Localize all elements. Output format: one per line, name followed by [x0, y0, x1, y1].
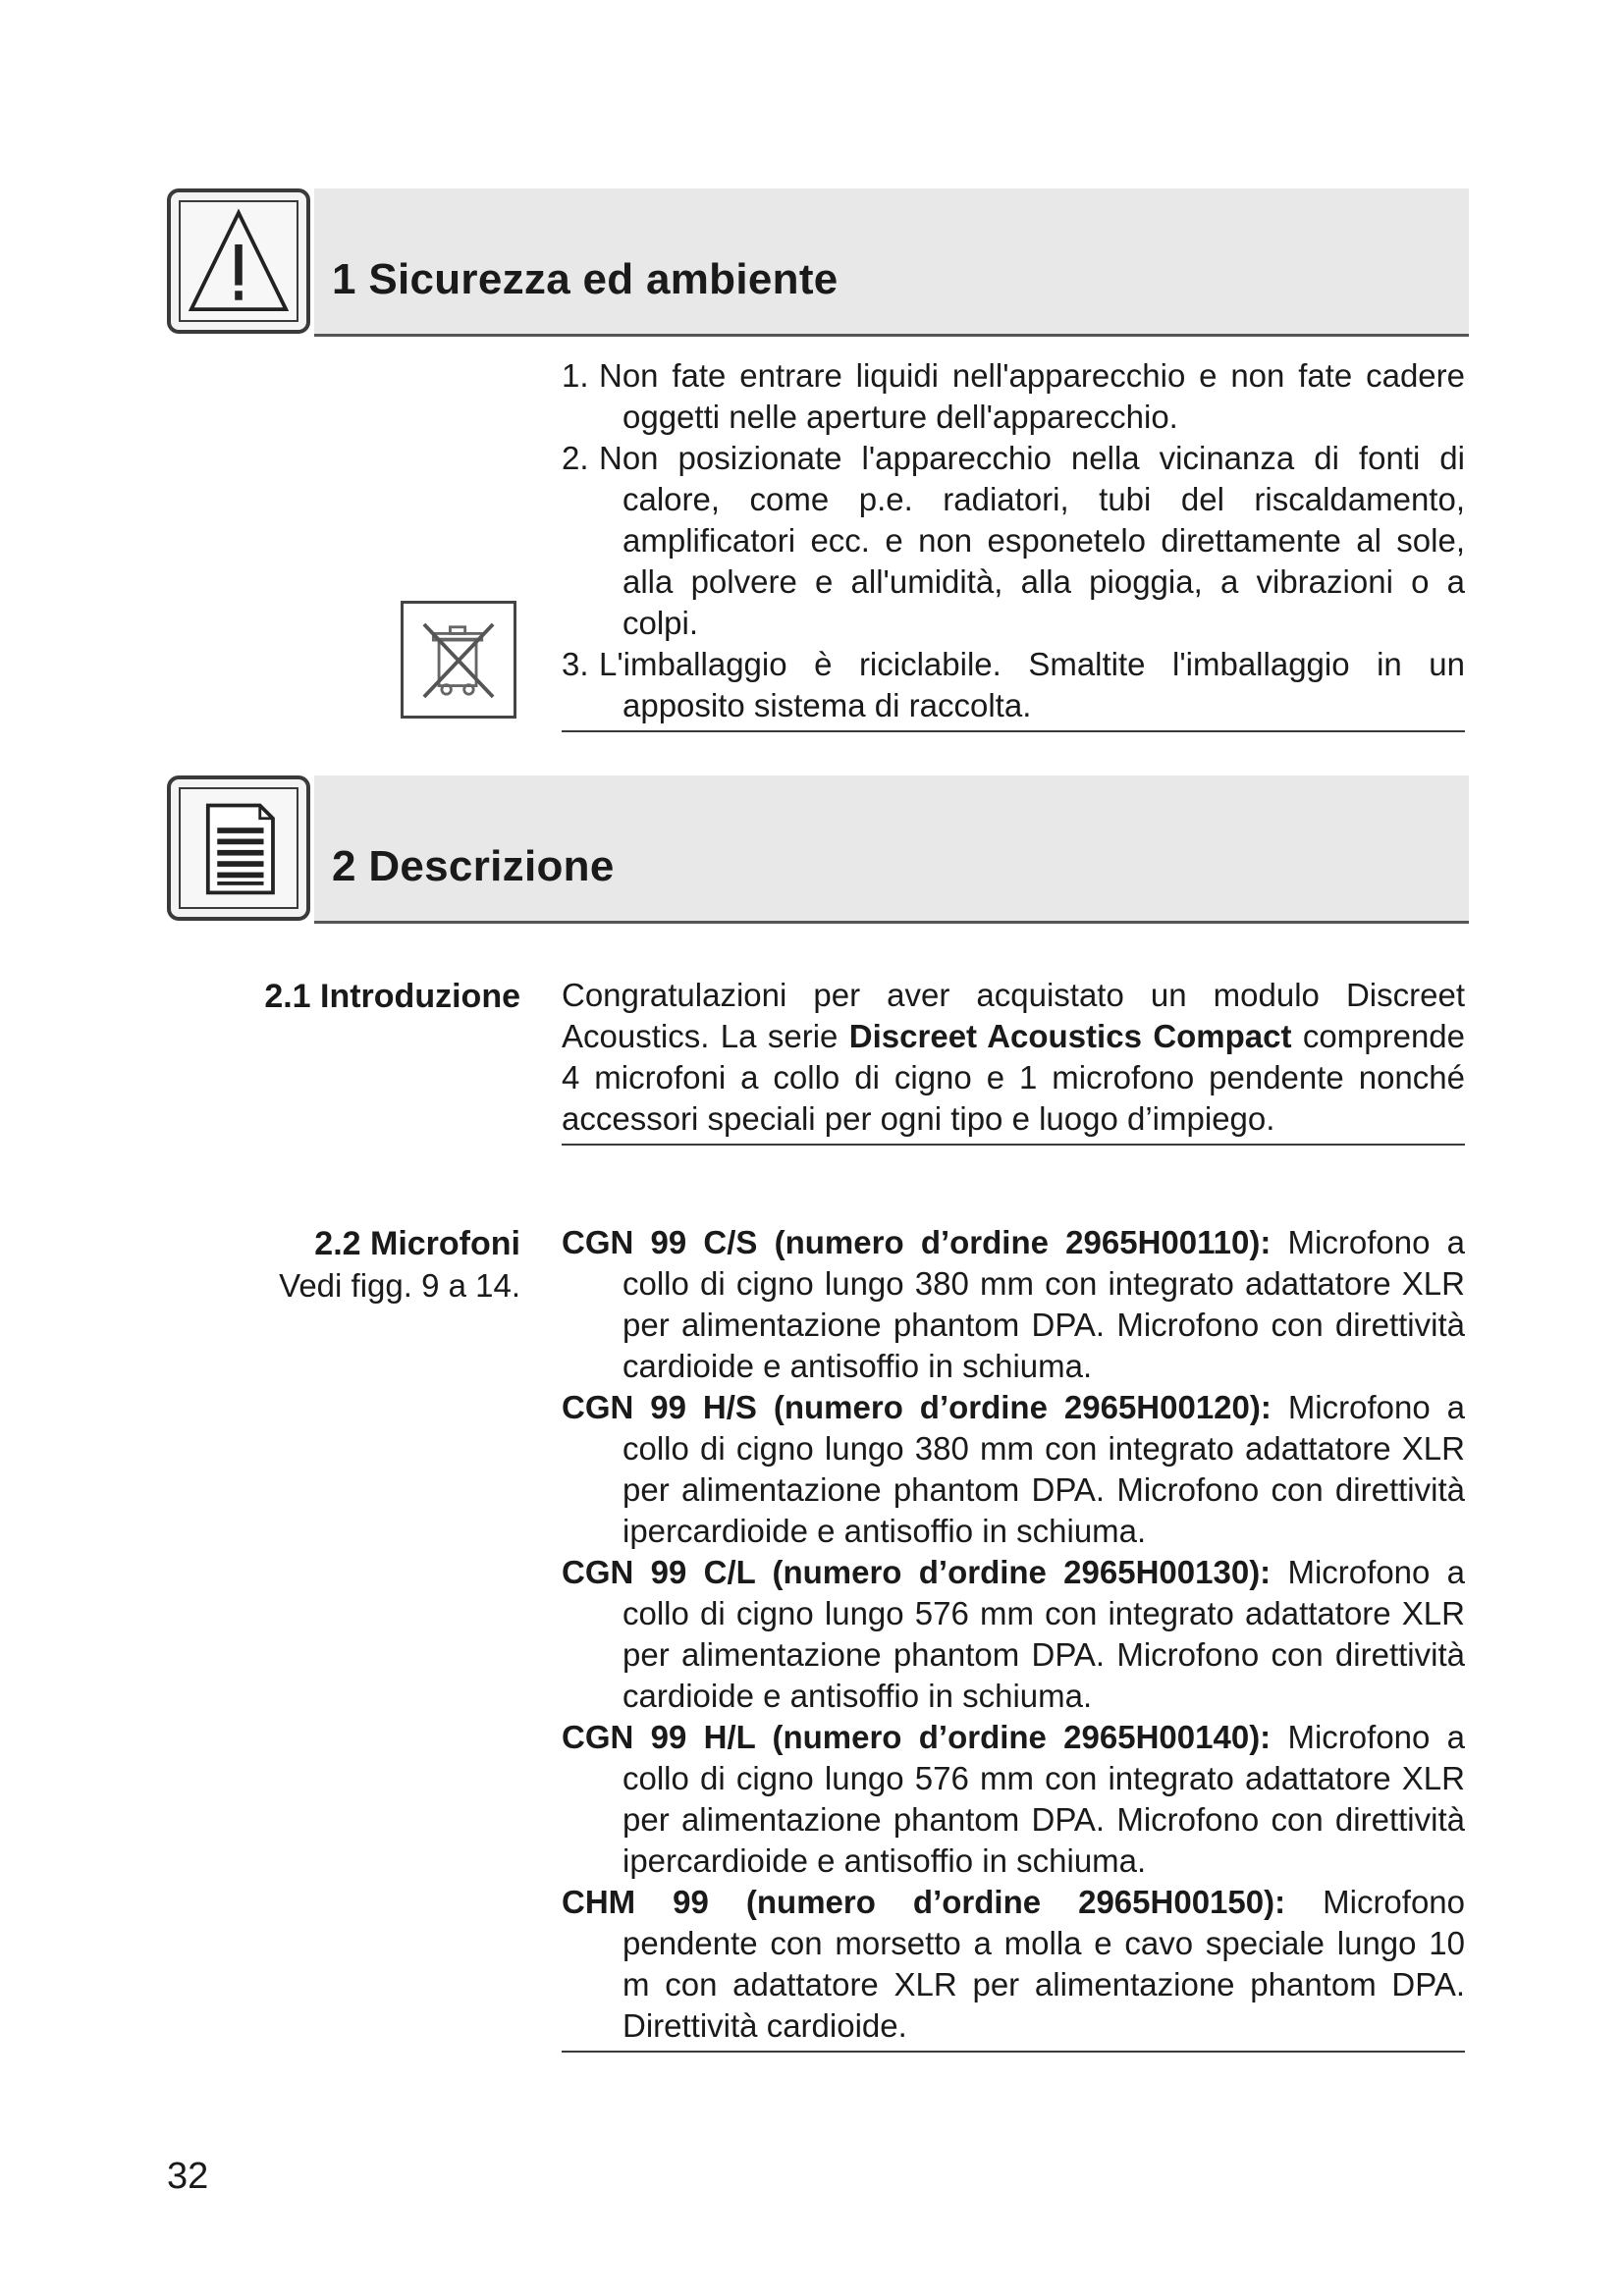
- list-item: 2. Non posizionate l'apparecchio nella vicinanza di fonti di calore, come p.e. radiatori, tubi del riscaldamento, amplificatori ecc. e non esponetelo direttamente al sole, alla polvere e all'umidità, alla pioggia, a vibrazioni o a colpi.: [562, 440, 1465, 641]
- list-item: CGN 99 H/L (numero d’ordine 2965H00140): Microfono a collo di cigno lungo 576 mm con integrato adattatore XLR per alimentazione phantom DPA. Microfono con direttività ipercardioide e antisoffio in schiuma.: [562, 1719, 1466, 1879]
- list-item: CGN 99 C/S (numero d’ordine 2965H00110): Microfono a collo di cigno lungo 380 mm con integrato adattatore XLR per alimentazione phantom DPA. Microfono con direttività cardioide e antisoffio in schiuma.: [562, 1224, 1465, 1384]
- list-item: CHM 99 (numero d’ordine 2965H00150): Microfono pendente con morsetto a molla e cavo speciale lungo 10 m con adattatore XLR per alimentazione phantom DPA. Direttività cardioide.: [562, 1884, 1466, 2044]
- section-header-description: [167, 775, 1469, 925]
- warning-triangle-icon: [167, 188, 310, 334]
- section-title: 1 Sicurezza ed ambiente: [332, 255, 839, 303]
- warning-triangle-graphic: [171, 192, 306, 330]
- list-item: CGN 99 C/L (numero d’ordine 2965H00130): Microfono a collo di cigno lungo 576 mm con integrato adattatore XLR per alimentazione phantom DPA. Microfono con direttività cardioide e antisoffio in schiuma.: [562, 1554, 1466, 1714]
- intro-heading: 2.1 Introduzione: [264, 978, 520, 1015]
- microphone-list: [562, 1222, 1465, 2053]
- microphones-heading: 2.2 Microfoni Vedi figg. 9 a 14.: [147, 1222, 520, 1307]
- list-item: 1. Non fate entrare liquidi nell'apparecchio e non fate cadere oggetti nelle aperture dell'apparecchio.: [562, 357, 1465, 435]
- list-item: 3. L'imballaggio è riciclabile. Smaltite l'imballaggio in un apposito sistema di raccolta.: [562, 646, 1465, 723]
- page-number: 32: [167, 2156, 209, 2197]
- list-item: CGN 99 H/S (numero d’ordine 2965H00120): Microfono a collo di cigno lungo 380 mm con integrato adattatore XLR per alimentazione phantom DPA. Microfono con direttività ipercardioide e antisoffio in schiuma.: [562, 1389, 1465, 1549]
- section-header-safety: [167, 188, 1469, 338]
- document-icon: [167, 775, 310, 921]
- figure-reference: Vedi figg. 9 a 14.: [279, 1267, 520, 1304]
- safety-instructions: [562, 355, 1465, 732]
- document-graphic: [171, 779, 306, 917]
- section-title: 2 Descrizione: [332, 842, 615, 890]
- intro-paragraph: Congratulazioni per aver acquistato un modulo Discreet Acoustics. La serie Discreet Acoustics Compact comprende 4 microfoni a collo di cigno e 1 microfono pendente nonché accessori speciali per ogni tipo e luogo d’impiego.: [562, 975, 1465, 1146]
- crossed-out-wheelie-bin-icon: [401, 601, 516, 719]
